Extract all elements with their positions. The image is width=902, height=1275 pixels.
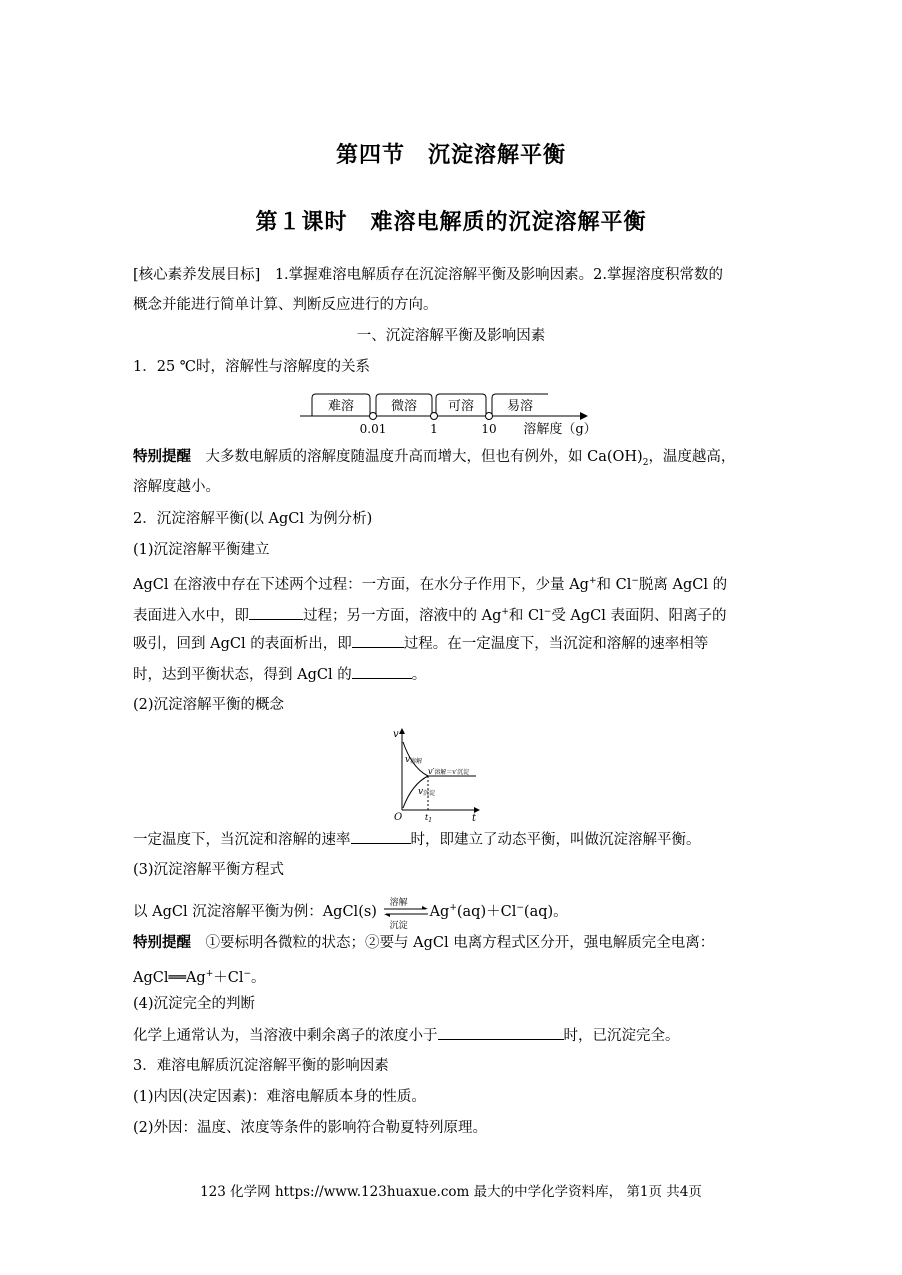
sub-4: (4)沉淀完全的判断 (133, 996, 256, 1012)
p6-a: 化学上通常认为，当溶液中剩余离子的浓度小于 (133, 1028, 438, 1044)
sub-1: (1)沉淀溶解平衡建立 (133, 542, 270, 558)
arrow-bottom-label: 沉淀 (389, 920, 408, 931)
p3-a: 吸引，回到 AgCl 的表面析出，即 (133, 636, 352, 652)
t1-label: $t_1$ (425, 813, 433, 824)
tip-1-text: 大多数电解质的溶解度随温度升高而增大，但也有例外，如 Ca(OH) (191, 449, 643, 465)
tip-2-text: ①要标明各微粒的状态；②要与 AgCl 电离方程式区分开，强电解质完全电离： (191, 935, 715, 951)
arrow-top-label: 溶解 (389, 897, 408, 908)
footer: 123 化学网 https://www.123huaxue.com 最大的中学化学资料库， 第1页 共4页 (200, 1184, 702, 1200)
sup-minus: − (243, 969, 252, 979)
tip-2-line-1 (133, 933, 773, 953)
eq-b: Ag (429, 903, 450, 920)
p4-a: 时，达到平衡状态，得到 AgCl 的 (133, 667, 352, 683)
para-1-line-2 (133, 602, 773, 626)
p5-b: 时，即建立了动态平衡，叫做沉淀溶解平衡。 (410, 832, 701, 848)
factor-2: (2)外因：温度、浓度等条件的影响符合勒夏特列原理。 (133, 1120, 488, 1136)
tip-2-d: 。 (251, 969, 266, 986)
axis-t: t (472, 813, 477, 824)
scale-label-insoluble: 难溶 (327, 399, 355, 414)
sup-minus: − (516, 903, 524, 913)
p1-b: 和 Cl (596, 576, 632, 593)
para-1-line-4 (133, 664, 773, 685)
equilibrium-arrow (382, 897, 430, 931)
item-2: 2．沉淀溶解平衡(以 AgCl 为例分析) (133, 511, 373, 527)
section-title: 第四节 沉淀溶解平衡 (335, 143, 566, 168)
p5-a: 一定温度下，当沉淀和溶解的速率 (133, 832, 351, 848)
p2-d: 受 AgCl 表面阴、阳离子的 (551, 607, 727, 624)
lesson-title: 第１课时 难溶电解质的沉淀溶解平衡 (255, 210, 647, 235)
p2-b: 过程；另一方面，溶液中的 Ag (303, 607, 502, 624)
scale-tick-001: 0.01 (359, 422, 387, 436)
equation-line (133, 897, 773, 931)
blank-dissolution[interactable] (249, 605, 303, 620)
solubility-scale (300, 390, 620, 438)
axis-v: v (393, 729, 399, 740)
item-1: 1．25 ℃时，溶解性与溶解度的关系 (133, 359, 371, 375)
tip-2-b: AgCl══Ag (133, 969, 206, 986)
origin-label: O (394, 812, 403, 823)
p1-a: AgCl 在溶液中存在下述两个过程：一方面，在水分子作用下，少量 Ag (133, 576, 589, 593)
rate-graph (390, 728, 500, 824)
p6-b: 时，已沉淀完全。 (563, 1028, 680, 1044)
eq-d: (aq)。 (523, 903, 568, 920)
sup-plus: + (449, 903, 457, 913)
goal-label: [核心素养发展目标] (133, 267, 261, 283)
sub-2: (2)沉淀溶解平衡的概念 (133, 697, 285, 713)
scale-tick-1: 1 (430, 422, 438, 436)
p4-b: 。 (411, 667, 427, 683)
sub-3: (3)沉淀溶解平衡方程式 (133, 862, 285, 878)
tip-2-line-2 (133, 964, 773, 988)
tip-1-line-1 (133, 447, 773, 473)
tip-1-sub: 2 (642, 457, 649, 468)
para-1-line-1 (133, 571, 773, 595)
p2-a: 表面进入水中，即 (133, 607, 249, 624)
sup-plus: + (501, 607, 509, 617)
tip-2-c: ＋Cl (213, 969, 244, 986)
scale-tick-10: 10 (481, 422, 497, 436)
v-eq-label: v′溶解＝v′沉淀 (428, 767, 470, 776)
sup-minus: − (631, 576, 639, 586)
scale-label-easily: 易溶 (506, 399, 534, 414)
sup-plus: + (205, 969, 214, 979)
item-3: 3．难溶电解质沉淀溶解平衡的影响因素 (133, 1058, 389, 1074)
goal-line-2: 概念并能进行简单计算、判断反应进行的方向。 (133, 297, 438, 313)
goal-text-1: 1.掌握难溶电解质存在沉淀溶解平衡及影响因素。2.掌握溶度积常数的 (260, 267, 723, 283)
tip-label: 特别提醒 (133, 449, 191, 465)
para-1-line-3 (133, 633, 773, 654)
v-precip-label: v沉淀 (418, 787, 436, 797)
scale-label-soluble: 可溶 (447, 399, 475, 414)
p2-c: 和 Cl (508, 607, 544, 624)
factor-1: (1)内因(决定因素)：难溶电解质本身的性质。 (133, 1089, 426, 1105)
blank-saturated[interactable] (352, 664, 412, 679)
heading-one: 一、沉淀溶解平衡及影响因素 (356, 328, 546, 344)
para-3 (133, 1025, 773, 1046)
sup-minus: − (543, 607, 552, 617)
blank-precipitation[interactable] (352, 633, 404, 648)
para-2 (133, 829, 773, 850)
blank-concentration[interactable] (438, 1025, 564, 1040)
p1-c: 脱离 AgCl 的 (638, 576, 728, 593)
tip-1-line-2: 溶解度越小。 (133, 479, 220, 495)
eq-c: (aq)＋Cl (456, 903, 517, 920)
eq-a: 以 AgCl 沉淀溶解平衡为例：AgCl(s) (133, 903, 377, 920)
goal-line-1 (133, 265, 773, 285)
scale-axis-label: 溶解度（g） (523, 422, 597, 437)
tip-1-text-b: ，温度越高， (648, 449, 736, 465)
v-dissolve-label: v溶解 (405, 755, 423, 765)
sup-plus: + (588, 576, 597, 586)
p3-b: 过程。在一定温度下，当沉淀和溶解的速率相等 (403, 636, 709, 652)
tip-label-2: 特别提醒 (133, 935, 191, 951)
scale-label-slightly: 微溶 (390, 399, 418, 414)
blank-equal[interactable] (351, 829, 411, 844)
